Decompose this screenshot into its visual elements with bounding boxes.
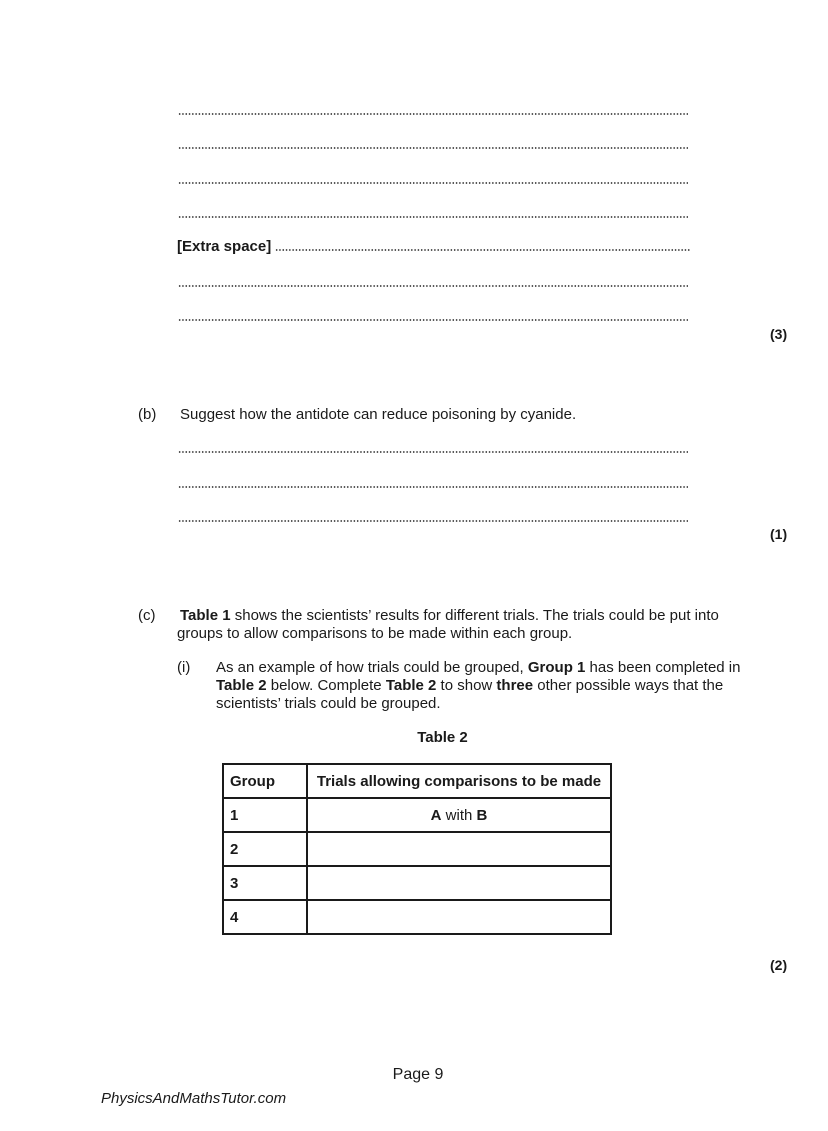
- answer-line[interactable]: [178, 182, 688, 184]
- part-b-question: Suggest how the antidote can reduce poisoning by cyanide.: [180, 406, 577, 423]
- trials-cell: A with B: [307, 798, 611, 832]
- header-group: Group: [223, 764, 307, 798]
- extra-space-label: [Extra space]: [177, 238, 272, 255]
- group-cell: 3: [223, 866, 307, 900]
- group-cell: 1: [223, 798, 307, 832]
- answer-line[interactable]: [178, 520, 688, 522]
- part-c-i-question: As an example of how trials could be grouped, Group 1 has been completed in Table 2 below. Complete Table 2 to show three other possible ways that the scientists’ trials could be grouped.: [216, 659, 741, 712]
- part-c-intro: Table 1 shows the scientists’ results for different trials. The trials could be put into groups to allow comparisons to be made within each group.: [177, 607, 719, 642]
- table-row: [223, 900, 611, 934]
- part-b-label: (b): [138, 406, 157, 423]
- marks-b: (1): [770, 526, 788, 542]
- part-c-label: (c): [138, 607, 156, 624]
- table1-ref: Table 1: [180, 607, 231, 624]
- answer-line[interactable]: [178, 147, 688, 149]
- page-number: Page 9: [392, 1066, 444, 1083]
- table-header-row: [223, 764, 611, 798]
- table-row: [223, 832, 611, 866]
- marks-c: (2): [770, 957, 788, 973]
- trials-answer-cell[interactable]: [307, 900, 611, 934]
- table-2: [222, 763, 612, 935]
- group-cell: 2: [223, 832, 307, 866]
- answer-line[interactable]: [178, 486, 688, 488]
- answer-line[interactable]: [178, 319, 688, 321]
- table-row: [223, 798, 611, 832]
- footer-site: PhysicsAndMathsTutor.com: [101, 1090, 287, 1107]
- part-c-i-label: (i): [177, 659, 191, 676]
- answer-line[interactable]: [275, 249, 690, 251]
- answer-line[interactable]: [178, 113, 688, 115]
- answer-line[interactable]: [178, 451, 688, 453]
- table-row: [223, 866, 611, 900]
- table-caption: Table 2: [417, 729, 468, 746]
- marks-a: (3): [770, 326, 788, 342]
- answer-line[interactable]: [178, 216, 688, 218]
- trials-answer-cell[interactable]: [307, 866, 611, 900]
- header-trials: Trials allowing comparisons to be made: [307, 764, 611, 798]
- trials-answer-cell[interactable]: [307, 832, 611, 866]
- answer-line[interactable]: [178, 285, 688, 287]
- group-cell: 4: [223, 900, 307, 934]
- extra-space-line[interactable]: [177, 238, 690, 255]
